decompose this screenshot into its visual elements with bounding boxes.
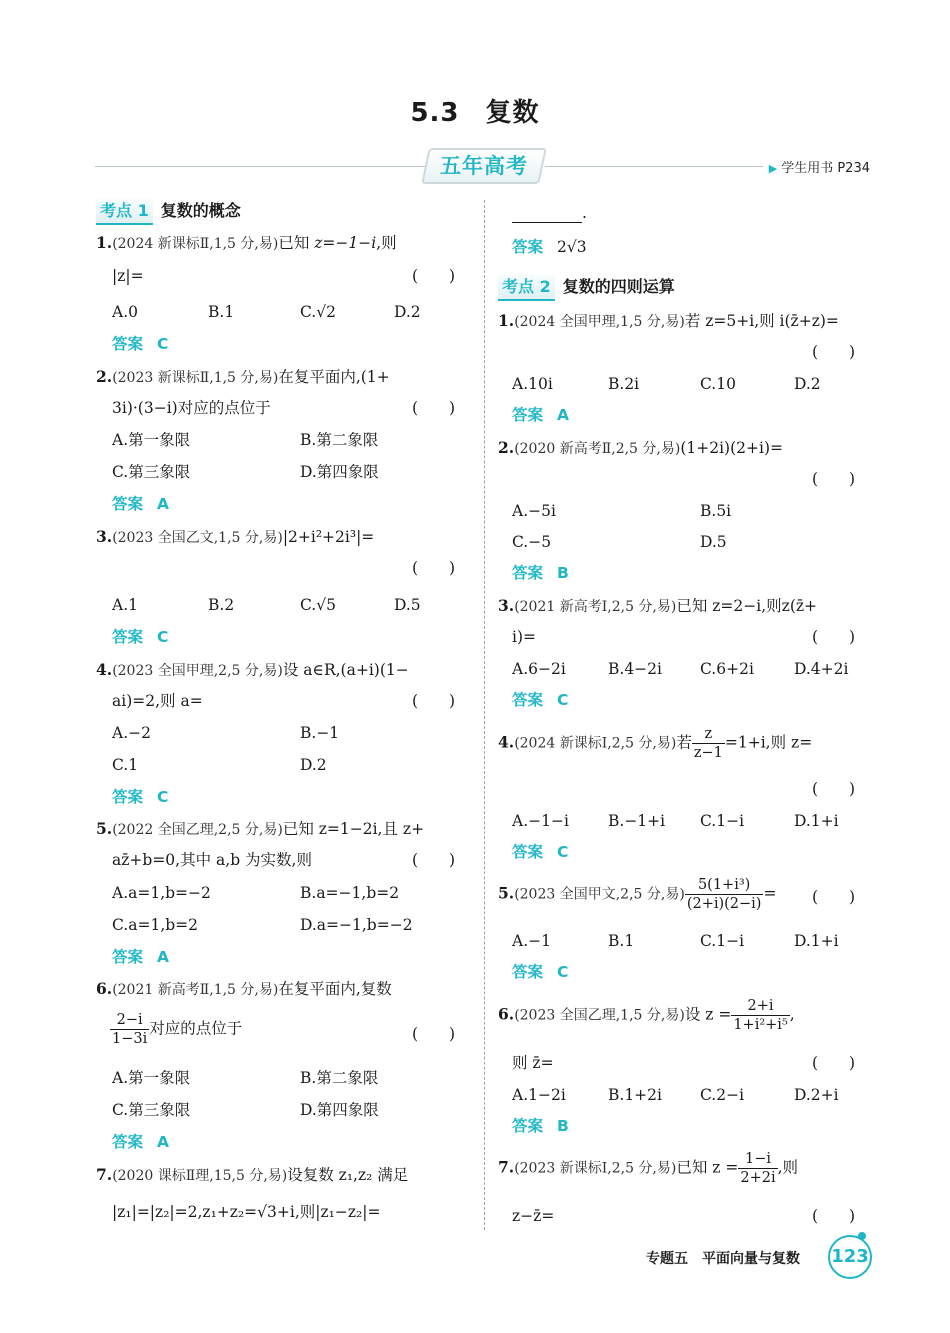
option-b: B.第二象限 — [300, 1069, 379, 1087]
option-d: D.a=−1,b=−2 — [300, 916, 413, 934]
option-d: D.1+i — [794, 812, 839, 830]
option-d: D.4+2i — [794, 660, 849, 678]
answer: 答案 C — [512, 691, 569, 709]
question-l2: 2.(2023 新课标Ⅱ,1,5 分,易)在复平面内,(1+ — [96, 367, 390, 386]
answer: 答案 B — [512, 564, 569, 582]
option-c: C.√5 — [300, 596, 336, 614]
question-r2: 2.(2020 新高考Ⅱ,2,5 分,易)(1+2i)(2+i)= — [498, 438, 783, 457]
fraction: $\frac{\text{5(1+i³)}}{(2+i)(2-i)}$ — [686, 877, 762, 912]
option-a: A.1−2i — [512, 1086, 566, 1104]
page-title — [0, 92, 950, 129]
fraction: $\frac{2+i}{\text{1+i²+i⁵}}$ — [733, 998, 788, 1033]
option-b: B.−1 — [300, 724, 340, 742]
answer-paren: ( ) — [412, 851, 456, 869]
section-tag: 考点 1 — [96, 199, 153, 225]
question-r3: 3.(2021 新高考Ⅰ,2,5 分,易)已知 z=2−i,则z(z̄+ — [498, 596, 818, 615]
option-c: C.a=1,b=2 — [112, 916, 199, 934]
answer: 答案 C — [512, 843, 569, 861]
answer-paren: ( ) — [812, 1207, 856, 1225]
question-l5-line2: az̄+b=0,其中 a,b 为实数,则 — [112, 851, 312, 869]
answer: 答案 C — [112, 788, 169, 806]
question-l1-line2: |z|= — [112, 267, 144, 285]
answer-paren: ( ) — [812, 343, 856, 361]
answer-paren: ( ) — [412, 399, 456, 417]
answer-paren: ( ) — [812, 628, 856, 646]
question-l7-continued: . — [512, 203, 587, 223]
question-l4: 4.(2023 全国甲理,2,5 分,易)设 a∈R,(a+i)(1− — [96, 660, 409, 679]
option-d: D.2 — [300, 756, 327, 774]
header-rule-right — [545, 166, 763, 167]
student-book-ref: ▶ 学生用书 P234 — [768, 161, 870, 176]
option-a: A.6−2i — [512, 660, 566, 678]
answer: 答案 A — [112, 1133, 170, 1151]
option-a: A.−5i — [512, 502, 556, 520]
option-d: D.5 — [394, 596, 421, 614]
question-l3: 3.(2023 全国乙文,1,5 分,易)|2+i²+2i³|= — [96, 527, 375, 546]
option-c: C.1−i — [700, 812, 745, 830]
option-b: B.2 — [208, 596, 235, 614]
answer-paren: ( ) — [412, 1025, 456, 1043]
question-l5: 5.(2022 全国乙理,2,5 分,易)已知 z=1−2i,且 z+ — [96, 819, 425, 838]
option-b: B.第二象限 — [300, 431, 379, 449]
option-d: D.5 — [700, 533, 727, 551]
question-l7-line2: |z₁|=|z₂|=2,z₁+z₂=√3+i,则|z₁−z₂|= — [112, 1203, 381, 1221]
answer-paren: ( ) — [812, 1054, 856, 1072]
option-a: A.a=1,b=−2 — [112, 884, 211, 902]
answer-paren: ( ) — [412, 267, 456, 285]
answer-paren: ( ) — [812, 780, 856, 798]
answer: 答案 2√3 — [512, 238, 587, 256]
footer-topic: 专题五 平面向量与复数 — [646, 1251, 800, 1267]
question-r5: 5.(2023 全国甲文,2,5 分,易) $\frac{\text{5(1+i³)}}{(2+i)(2-i)}$ = — [498, 877, 777, 912]
fraction: $\frac{1-i}{2+2i}$ — [740, 1151, 776, 1186]
column-divider — [484, 200, 485, 1230]
option-b: B.a=−1,b=2 — [300, 884, 400, 902]
answer-paren: ( ) — [812, 470, 856, 488]
question-l1: 1.(2024 新课标Ⅱ,1,5 分,易)已知 z=−1−i,则 — [96, 233, 397, 252]
page-number: 123 — [828, 1235, 872, 1279]
question-r6: 6.(2023 全国乙理,1,5 分,易)设 z = $\frac{2+i}{\text{1+i²+i⁵}}$ , — [498, 998, 795, 1033]
option-b: B.4−2i — [608, 660, 662, 678]
answer-paren: ( ) — [412, 559, 456, 577]
option-b: B.1 — [608, 932, 635, 950]
option-b: B.−1+i — [608, 812, 666, 830]
option-d: D.第四象限 — [300, 463, 379, 481]
answer: 答案 C — [112, 335, 169, 353]
question-r1: 1.(2024 全国甲理,1,5 分,易)若 z=5+i,则 i(z̄+z)= — [498, 311, 839, 330]
question-r7-line2: z−z̄= — [512, 1207, 555, 1225]
question-r3-line2: i)= — [512, 628, 536, 646]
question-r4: 4.(2024 新课标Ⅰ,2,5 分,易)若 $\frac{z}{z-1}$ =1+i,则 z= — [498, 726, 813, 761]
option-a: A.−2 — [112, 724, 151, 742]
question-l6-line2: $\frac{2-i}{1-3i}$ 对应的点位于 — [112, 1012, 243, 1047]
answer: 答案 A — [112, 495, 170, 513]
fraction: $\frac{2-i}{1-3i}$ — [112, 1012, 148, 1047]
option-c: C.−5 — [512, 533, 552, 551]
answer-paren: ( ) — [812, 888, 856, 906]
option-a: A.第一象限 — [112, 431, 191, 449]
section-number: 5.3 — [410, 98, 460, 128]
question-l4-line2: ai)=2,则 a= — [112, 692, 203, 710]
option-b: B.1 — [208, 303, 235, 321]
section-heading-2: 考点 2 复数的四则运算 — [498, 275, 675, 299]
section-heading-1: 考点 1 复数的概念 — [96, 199, 241, 223]
section-title: 复数 — [485, 98, 540, 128]
question-l2-line2: 3i)·(3−i)对应的点位于 — [112, 399, 271, 417]
question-r6-line2: 则 z̄= — [512, 1054, 554, 1072]
option-c: C.1 — [112, 756, 139, 774]
section-tag: 考点 2 — [498, 275, 555, 301]
question-l7: 7.(2020 课标Ⅱ理,15,5 分,易)设复数 z₁,z₂ 满足 — [96, 1165, 409, 1184]
arrow-icon: ▶ — [768, 162, 778, 175]
option-a: A.1 — [112, 596, 138, 614]
option-a: A.第一象限 — [112, 1069, 191, 1087]
option-d: D.第四象限 — [300, 1101, 379, 1119]
answer: 答案 A — [512, 406, 570, 424]
answer: 答案 C — [112, 628, 169, 646]
option-d: D.2+i — [794, 1086, 839, 1104]
option-b: B.5i — [700, 502, 732, 520]
option-a: A.10i — [512, 375, 553, 393]
option-c: C.2−i — [700, 1086, 745, 1104]
option-b: B.2i — [608, 375, 640, 393]
banner — [425, 148, 543, 184]
option-a: A.−1−i — [512, 812, 569, 830]
answer: 答案 A — [112, 948, 170, 966]
option-c: C.1−i — [700, 932, 745, 950]
option-c: C.√2 — [300, 303, 336, 321]
page-dot-icon — [858, 1232, 866, 1240]
option-b: B.1+2i — [608, 1086, 662, 1104]
option-c: C.第三象限 — [112, 463, 191, 481]
option-c: C.10 — [700, 375, 736, 393]
header-rule-left — [95, 166, 425, 167]
option-d: D.2 — [394, 303, 421, 321]
option-c: C.6+2i — [700, 660, 754, 678]
answer-paren: ( ) — [412, 692, 456, 710]
option-a: A.−1 — [512, 932, 551, 950]
banner-text: 五年高考 — [440, 154, 528, 178]
option-c: C.第三象限 — [112, 1101, 191, 1119]
answer: 答案 C — [512, 963, 569, 981]
answer: 答案 B — [512, 1117, 569, 1135]
option-a: A.0 — [112, 303, 138, 321]
fraction: $\frac{z}{z-1}$ — [693, 726, 723, 761]
option-d: D.1+i — [794, 932, 839, 950]
option-d: D.2 — [794, 375, 821, 393]
question-l6: 6.(2021 新高考Ⅱ,1,5 分,易)在复平面内,复数 — [96, 979, 392, 998]
question-r7: 7.(2023 新课标Ⅰ,2,5 分,易)已知 z = $\frac{1-i}{2+2i}$ ,则 — [498, 1151, 799, 1186]
